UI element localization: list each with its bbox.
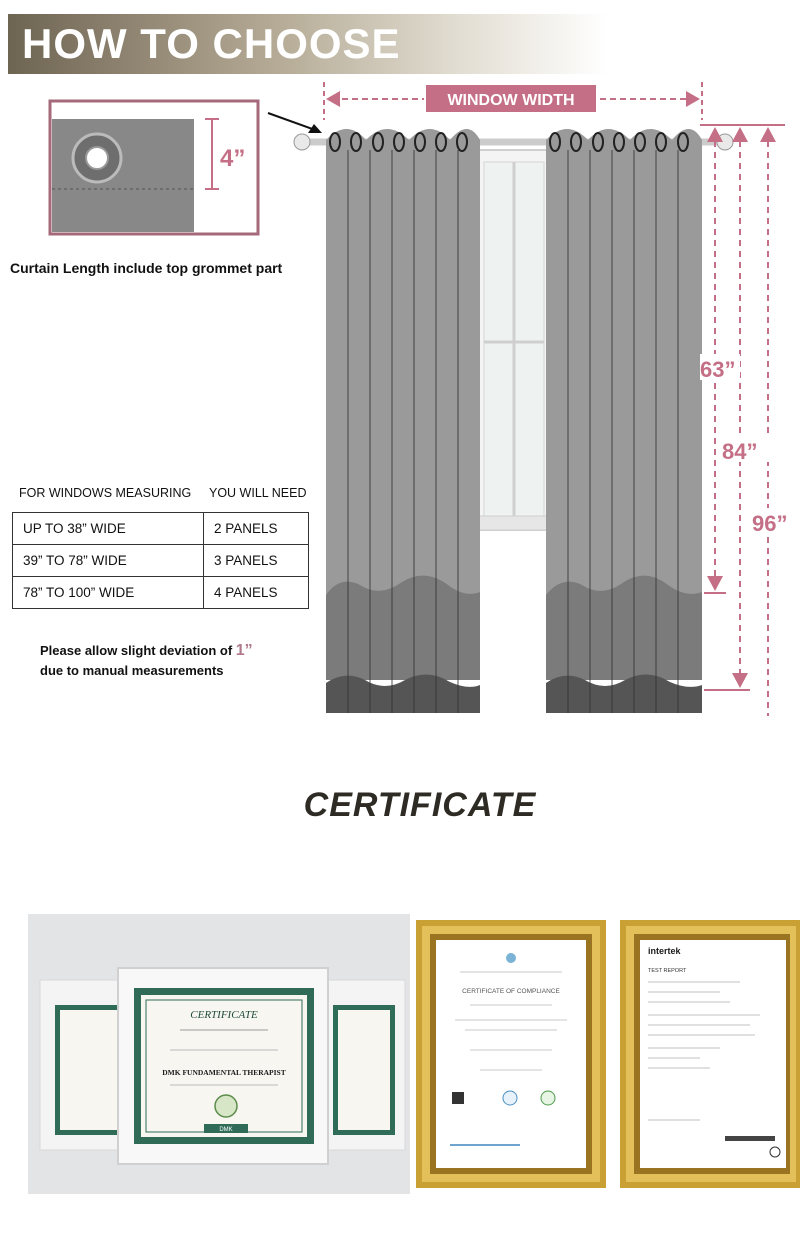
cert2-heading: CERTIFICATE OF COMPLIANCE (462, 988, 560, 995)
length-label-63: 63” (700, 357, 736, 382)
grommet-detail (50, 101, 258, 234)
window-width-label: WINDOW WIDTH (447, 92, 575, 109)
right-curtain-panel (546, 129, 702, 713)
page-title: HOW TO CHOOSE (22, 20, 401, 67)
certificate-photo-1 (28, 914, 410, 1194)
grommet-caption: Curtain Length include top grommet part (10, 260, 283, 276)
rod-pointer-arrow (268, 113, 322, 133)
row-width: 78” TO 100” WIDE (13, 577, 204, 609)
window-illustration (476, 150, 552, 530)
table-row (13, 545, 309, 577)
cert3-brand: intertek (648, 946, 681, 956)
table-row (13, 513, 309, 545)
row-width: UP TO 38” WIDE (13, 513, 204, 545)
row-width: 39” TO 78” WIDE (13, 545, 204, 577)
row-panels: 3 PANELS (204, 545, 309, 577)
table-header-measuring: FOR WINDOWS MEASURING (19, 486, 192, 500)
certificate-photo-2 (416, 920, 606, 1188)
length-label-84: 84” (722, 439, 758, 464)
note-line-2: due to manual measurements (40, 663, 224, 678)
certificate-title: CERTIFICATE (303, 786, 537, 824)
left-curtain-panel (326, 129, 480, 713)
grommet-height-label: 4” (220, 145, 246, 172)
certificate-photo-3 (620, 920, 800, 1188)
seal-icon (215, 1095, 237, 1117)
cert1-heading: CERTIFICATE (190, 1009, 258, 1021)
note-deviation-value: 1” (235, 642, 253, 659)
length-label-96: 96” (752, 511, 788, 536)
panel-size-table (12, 512, 309, 609)
length-dimensions (700, 125, 800, 716)
table-row (13, 577, 309, 609)
table-header-need: YOU WILL NEED (209, 486, 307, 500)
cert1-badge: DMK (219, 1127, 233, 1133)
deviation-note (40, 641, 253, 681)
row-panels: 4 PANELS (204, 577, 309, 609)
cert3-subtitle: TEST REPORT (648, 968, 687, 974)
window-width-dimension (324, 82, 702, 120)
cert1-body: DMK FUNDAMENTAL THERAPIST (162, 1068, 286, 1077)
row-panels: 2 PANELS (204, 513, 309, 545)
note-line-1: Please allow slight deviation of (40, 643, 233, 658)
